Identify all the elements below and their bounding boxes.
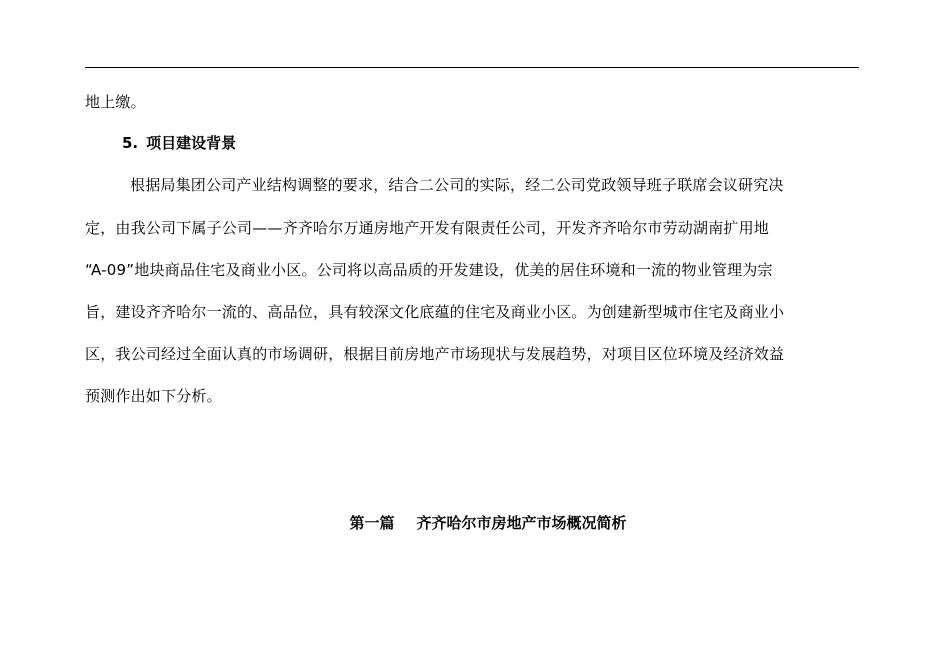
paragraph-line: 定，由我公司下属子公司——齐齐哈尔万通房地产开发有限责任公司，开发齐齐哈尔市劳动湖南扩用地 bbox=[85, 219, 770, 237]
paragraph-line: 旨，建设齐齐哈尔一流的、高品位，具有较深文化底蕴的住宅及商业小区。为创建新型城市住宅及商业小 bbox=[85, 303, 785, 321]
paragraph-line: 区，我公司经过全面认真的市场调研，根据目前房地产市场现状与发展趋势，对项目区位环境及经济效益 bbox=[85, 345, 785, 363]
paragraph-line: 预测作出如下分析。 bbox=[85, 387, 222, 405]
chapter-title: 齐齐哈尔市房地产市场概况简析 bbox=[416, 514, 627, 532]
paragraph-line: 根据局集团公司产业结构调整的要求，结合二公司的实际，经二公司党政领导班子联席会议研究决 bbox=[130, 176, 784, 194]
continuation-line: 地上缴。 bbox=[85, 93, 146, 111]
section-number: 5. bbox=[122, 134, 139, 152]
paragraph-line: “A-09”地块商品住宅及商业小区。公司将以高品质的开发建设，优美的居住环境和一流的物业管理为宗 bbox=[85, 261, 773, 279]
chapter-label: 第一篇 bbox=[349, 514, 395, 532]
chapter-heading bbox=[0, 513, 936, 533]
section-heading bbox=[122, 133, 236, 153]
section-title: 项目建设背景 bbox=[146, 134, 237, 152]
header-rule bbox=[85, 67, 859, 68]
